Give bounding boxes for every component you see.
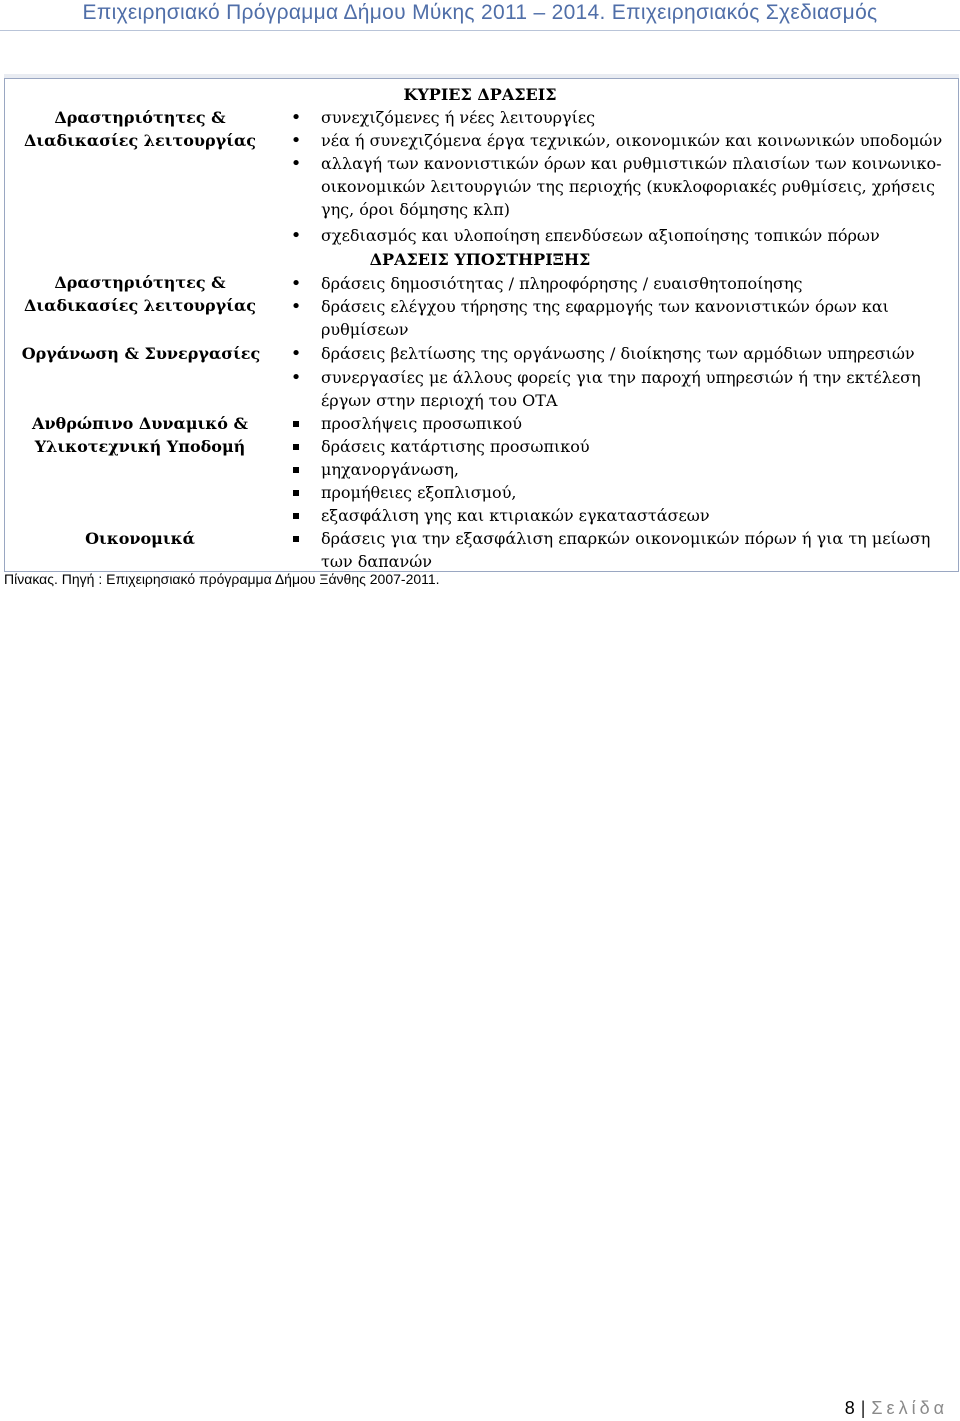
list-item: αλλαγή των κανονιστικών όρων και ρυθμιστικών πλαισίων των κοινωνικο-οικονομικών λειτουργιών της περιοχής (κυκλοφοριακές ρυθμίσεις, χρήσεις γης, όροι δόμησης κλπ) [321,154,942,219]
row-label-line: Δραστηριότητες & [54,273,226,292]
support-actions-title: ΔΡΑΣΕΙΣ ΥΠΟΣΤΗΡΙΞΗΣ [369,250,591,269]
row-label-line: Ανθρώπινο Δυναμικό & [32,414,248,433]
document-header: Επιχειρησιακό Πρόγραμμα Δήμου Μύκης 2011 – 2014. Επιχειρησιακός Σχεδιασμός [82,1,878,24]
square-bullet-icon [289,504,303,527]
table-caption: Πίνακας. Πηγή : Επιχειρησιακό πρόγραμμα Δήμου Ξάνθης 2007-2011. [4,571,440,587]
list-item: προσλήψεις προσωπικού [321,414,523,433]
bullet-icon [289,295,303,320]
list-item: συνεχιζόμενες ή νέες λειτουργίες [321,108,596,127]
bullet-icon [289,106,303,131]
list-item: σχεδιασμός και υλοποίηση επενδύσεων αξιοποίησης τοπικών πόρων [321,226,880,245]
square-bullet-icon [289,458,303,481]
list-item: δράσεις κατάρτισης προσωπικού [321,437,590,456]
page-word: Σελίδα [871,1398,948,1418]
bullet-icon [289,272,303,297]
bullet-icon [289,152,303,177]
page-number: 8 [844,1398,855,1418]
row-label-human-resources [20,412,260,458]
list-item: δράσεις βελτίωσης της οργάνωσης / διοίκησης των αρμόδιων υπηρεσιών [321,344,915,363]
list-item: προμήθειες εξοπλισμού, [321,483,517,502]
main-actions-title: ΚΥΡΙΕΣ ΔΡΑΣΕΙΣ [403,85,557,104]
bullet-icon [289,129,303,154]
list-item: μηχανοργάνωση, [321,460,459,479]
list-item: εξασφάλιση γης και κτιριακών εγκαταστάσεων [321,506,710,525]
row-label-line: Υλικοτεχνική Υποδομή [34,437,246,456]
list-item: νέα ή συνεχιζόμενα έργα τεχνικών, οικονομικών και κοινωνικών υποδομών [321,131,943,150]
row-label-line: Διαδικασίες λειτουργίας [24,131,256,150]
bullet-icon [289,342,303,367]
square-bullet-icon [289,527,303,550]
page-footer [845,1398,948,1419]
row-label-financial: Οικονομικά [85,529,195,548]
row-label-activities-2 [20,271,260,317]
square-bullet-icon [289,412,303,435]
list-item: δράσεις για την εξασφάλιση επαρκών οικονομικών πόρων ή για τη μείωση των δαπανών [321,529,931,571]
header-divider [0,30,960,31]
row-label-line: Δραστηριότητες & [54,108,226,127]
row-label-activities-1 [20,106,260,152]
bullet-icon [289,366,303,391]
list-item: συνεργασίες με άλλους φορείς για την παροχή υπηρεσιών ή την εκτέλεση έργων στην περιοχή του ΟΤΑ [321,368,921,410]
square-bullet-icon [289,481,303,504]
footer-separator: | [860,1398,866,1418]
list-item: δράσεις δημοσιότητας / πληροφόρησης / ευαισθητοποίησης [321,274,803,293]
row-label-organization: Οργάνωση & Συνεργασίες [21,344,261,363]
bullet-icon [289,224,303,249]
square-bullet-icon [289,435,303,458]
list-item: δράσεις ελέγχου τήρησης της εφαρμογής των κανονιστικών όρων και ρυθμίσεων [321,297,889,339]
row-label-line: Διαδικασίες λειτουργίας [24,296,256,315]
